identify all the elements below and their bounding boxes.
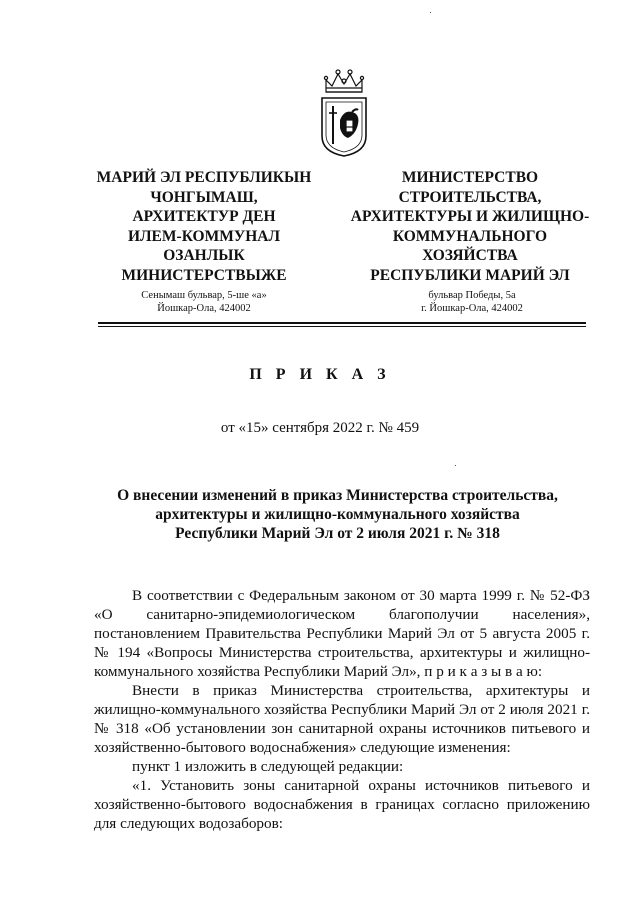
subject-line: О внесении изменений в приказ Министерства строительства, bbox=[117, 487, 558, 504]
header-left-line: ОЗАНЛЫК bbox=[163, 247, 245, 264]
header-right-line: ХОЗЯЙСТВА bbox=[422, 247, 518, 264]
order-date-number: от «15» сентября 2022 г. № 459 bbox=[220, 420, 420, 436]
address-line: бульвар Победы, 5а bbox=[428, 290, 516, 301]
header-left-line: ИЛЕМ-КОММУНАЛ bbox=[127, 227, 281, 245]
header-left-line: МАРИЙ ЭЛ РЕСПУБЛИКЫН bbox=[96, 169, 312, 186]
header-right-line: АРХИТЕКТУРЫ И ЖИЛИЩНО- bbox=[350, 208, 590, 225]
header-left-address bbox=[84, 289, 324, 315]
order-body bbox=[94, 586, 590, 833]
document-type-title: П Р И К А З bbox=[249, 366, 391, 383]
header-right-line: КОММУНАЛЬНОГО bbox=[392, 227, 548, 245]
body-paragraph-amend: Внести в приказ Министерства строительства, архитектуры и жилищно-коммунального хозяйства Республики Марий Эл от 2 июля 2021 г. № 318 «Об установлении зон санитарной охраны источников питьевого и хозяйственно-бытового водоснабжения» следующие изменения: bbox=[94, 682, 590, 756]
coat-of-arms-icon bbox=[318, 66, 370, 158]
body-paragraph-preamble: В соответствии с Федеральным законом от 30 марта 1999 г. № 52-ФЗ «О санитарно-эпидемиологическом благополучии населения», постановлением Правительства Республики Марий Эл от 5 августа 2005 г. № 194 «Вопросы Министерства строительства, архитектуры и жилищно-коммунального хозяйства Республики Марий Эл», п р и к а з ы в а ю: bbox=[94, 587, 590, 680]
header-divider-thin bbox=[98, 326, 586, 327]
header-right-line: МИНИСТЕРСТВО bbox=[401, 169, 539, 186]
header-left-line: ЧОНГЫМАШ, bbox=[150, 188, 258, 206]
address-line: Йошкар-Ола, 424002 bbox=[157, 303, 251, 314]
body-paragraph-point: пункт 1 изложить в следующей редакции: bbox=[132, 758, 404, 775]
header-right-line: СТРОИТЕЛЬСТВА, bbox=[398, 188, 542, 206]
scan-speck bbox=[430, 12, 431, 13]
body-paragraph-quote: «1. Установить зоны санитарной охраны источников питьевого и хозяйственно-бытового водоснабжения в границах согласно приложению для следующих водозаборов: bbox=[94, 777, 590, 832]
header-left-line: АРХИТЕКТУР ДЕН bbox=[132, 208, 276, 225]
scan-speck bbox=[455, 465, 456, 466]
subject-line: Республики Марий Эл от 2 июля 2021 г. № 318 bbox=[175, 525, 500, 542]
header-divider bbox=[98, 322, 586, 324]
header-left-title bbox=[84, 168, 324, 285]
header-left-line: МИНИСТЕРСТВЫЖЕ bbox=[121, 266, 287, 284]
header-right-address bbox=[352, 289, 592, 315]
header-right-title bbox=[340, 168, 600, 285]
address-line: Сенымаш бульвар, 5-ше «а» bbox=[141, 290, 267, 301]
header-right-line: РЕСПУБЛИКИ МАРИЙ ЭЛ bbox=[370, 266, 570, 284]
address-line: г. Йошкар-Ола, 424002 bbox=[421, 303, 523, 314]
subject-line: архитектуры и жилищно-коммунального хозяйства bbox=[155, 506, 520, 523]
order-subject bbox=[90, 486, 585, 543]
